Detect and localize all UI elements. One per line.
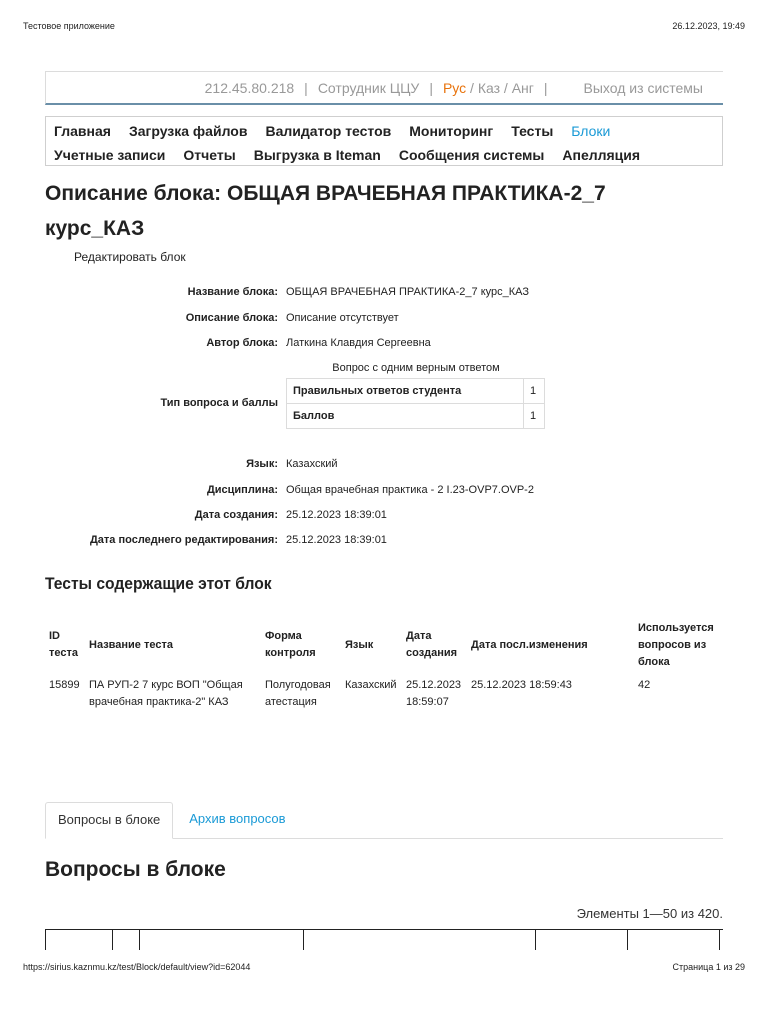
nav-tests[interactable]: Тесты (511, 123, 554, 139)
ip-address: 212.45.80.218 (204, 79, 295, 96)
main-nav (45, 116, 723, 166)
col-header-modified[interactable]: Дата посл.изменения (471, 638, 588, 651)
col-header-created[interactable]: Дата создания (406, 630, 458, 659)
test-form: Полугодовая атестация (265, 679, 331, 708)
col-header-used[interactable]: Используется вопросов из блока (638, 621, 714, 668)
tests-section-title: Тесты содержащие этот блок (45, 574, 272, 593)
lang-kz-link[interactable]: Каз (477, 79, 501, 96)
col-header-lang[interactable]: Язык (345, 638, 374, 651)
top-bar (45, 71, 723, 105)
print-footer (23, 962, 745, 972)
language-value: Казахский (286, 458, 338, 470)
page-title: Описание блока: ОБЩАЯ ВРАЧЕБНАЯ ПРАКТИКА-2_7 курс_КАЗ (45, 182, 606, 240)
created-value: 25.12.2023 18:39:01 (286, 509, 387, 521)
col-header-id[interactable]: ID теста (49, 630, 78, 659)
table-row[interactable] (45, 675, 725, 713)
nav-iteman-export[interactable]: Выгрузка в Iteman (253, 147, 381, 163)
tests-table (45, 615, 725, 713)
nav-reports[interactable]: Отчеты (183, 147, 236, 163)
edited-label: Дата последнего редактирования: (89, 534, 278, 546)
points-value: 1 (524, 404, 545, 429)
discipline-label: Дисциплина: (206, 484, 278, 496)
block-desc-label: Описание блока: (185, 312, 278, 324)
print-app-title: Тестовое приложение (23, 21, 115, 31)
tab-questions-archive[interactable]: Архив вопросов (189, 811, 286, 826)
test-id: 15899 (49, 679, 80, 691)
table-row (287, 404, 545, 429)
nav-system-messages[interactable]: Сообщения системы (398, 147, 545, 163)
question-tabs (45, 802, 723, 839)
nav-monitoring[interactable]: Мониторинг (409, 123, 494, 139)
discipline-value: Общая врачебная практика - 2 I.23-OVP7.OVP-2 (286, 484, 534, 496)
separator: | (429, 79, 433, 96)
lang-slash: / (470, 79, 474, 96)
created-label: Дата создания: (194, 509, 278, 521)
print-page-number: Страница 1 из 29 (672, 962, 745, 972)
tab-questions-in-block[interactable]: Вопросы в блоке (45, 802, 173, 839)
scores-table (286, 378, 545, 429)
correct-answers-label: Правильных ответов студента (287, 379, 524, 404)
nav-file-upload[interactable]: Загрузка файлов (128, 123, 248, 139)
table-header-row (45, 615, 725, 675)
question-type-label: Тип вопроса и баллы (160, 397, 278, 409)
points-label: Баллов (287, 404, 524, 429)
question-type-caption: Вопрос с одним верным ответом (332, 362, 500, 374)
test-lang: Казахский (345, 679, 397, 691)
nav-home[interactable]: Главная (54, 123, 111, 139)
test-name[interactable]: ПА РУП-2 7 курс ВОП "Общая врачебная практика-2" КАЗ (89, 679, 243, 708)
print-header (23, 21, 745, 31)
block-desc-value: Описание отсутствует (286, 312, 399, 324)
nav-blocks[interactable]: Блоки (571, 123, 611, 139)
separator: | (543, 79, 548, 96)
lang-en-link[interactable]: Анг (511, 79, 534, 96)
language-label: Язык: (246, 458, 278, 470)
block-author-value: Латкина Клавдия Сергеевна (286, 337, 431, 349)
test-modified: 25.12.2023 18:59:43 (471, 679, 572, 691)
separator: | (304, 79, 308, 96)
block-name-value: ОБЩАЯ ВРАЧЕБНАЯ ПРАКТИКА-2_7 курс_КАЗ (286, 286, 530, 298)
user-role: Сотрудник ЦЦУ (317, 79, 420, 96)
block-name-label: Название блока: (187, 286, 278, 298)
questions-section-title: Вопросы в блоке (45, 858, 226, 881)
test-used: 42 (638, 679, 651, 691)
test-created: 25.12.2023 18:59:07 (406, 679, 462, 708)
logout-link[interactable]: Выход из системы (583, 79, 703, 96)
lang-slash: / (503, 79, 508, 96)
pager-summary: Элементы 1—50 из 420. (576, 906, 723, 921)
edited-value: 25.12.2023 18:39:01 (286, 534, 387, 546)
edit-block-link[interactable]: Редактировать блок (74, 250, 186, 264)
col-header-form[interactable]: Форма контроля (265, 630, 316, 659)
questions-table-header (45, 929, 723, 949)
nav-test-validator[interactable]: Валидатор тестов (265, 123, 392, 139)
nav-accounts[interactable]: Учетные записи (54, 147, 166, 163)
block-author-label: Автор блока: (206, 337, 278, 349)
table-row (287, 379, 545, 404)
nav-appeal[interactable]: Апелляция (562, 147, 641, 163)
print-datetime: 26.12.2023, 19:49 (672, 21, 745, 31)
lang-ru-link[interactable]: Рус (442, 79, 467, 96)
print-url: https://sirius.kaznmu.kz/test/Block/default/view?id=62044 (23, 962, 251, 972)
correct-answers-value: 1 (524, 379, 545, 404)
col-header-name[interactable]: Название теста (89, 638, 173, 651)
